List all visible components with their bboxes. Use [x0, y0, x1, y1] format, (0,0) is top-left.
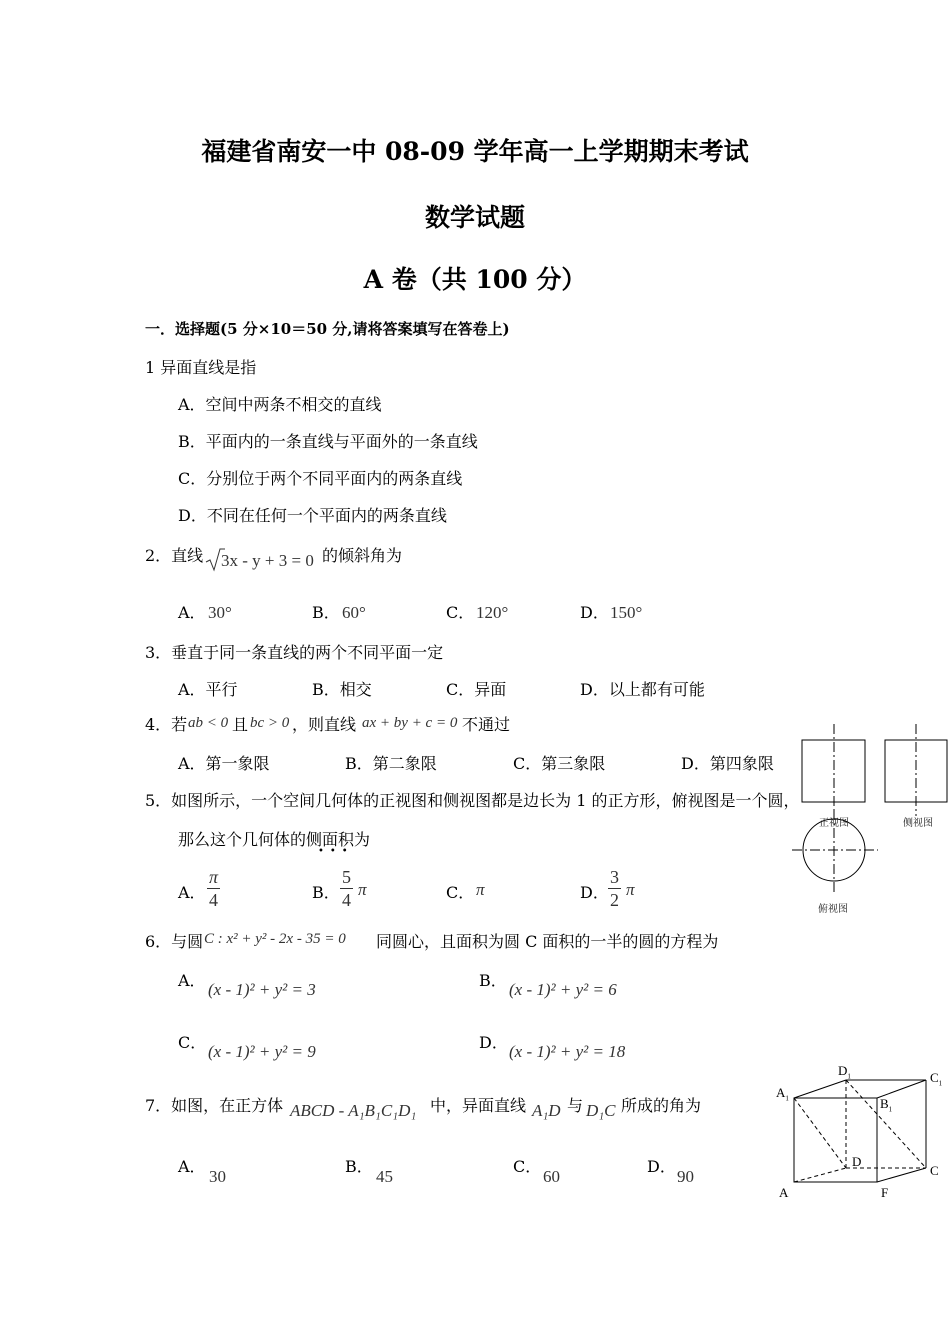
q5-option-a: [207, 866, 220, 911]
top-view-label: 俯视图: [818, 904, 848, 915]
q5-d-denominator: 2: [610, 890, 619, 910]
q1-stem: 1 异面直线是指: [145, 358, 257, 377]
q7-option-c: 60: [543, 1167, 560, 1186]
q7-option-d: 90: [677, 1167, 694, 1186]
q4-condition-1: ab < 0: [188, 715, 229, 731]
q6-prefix: 6．与圆: [145, 932, 204, 951]
q6-option-a-label: A．: [178, 971, 206, 990]
q5-b-numerator: 5: [342, 867, 351, 887]
q2-option-b: 60°: [342, 603, 366, 622]
q4-condition-2: bc > 0: [250, 715, 290, 731]
q7-option-c-label: C．: [513, 1157, 542, 1176]
q5-option-d-label: D．: [580, 883, 609, 902]
q5-option-c: π: [476, 880, 485, 899]
q4-and: 且: [232, 715, 249, 734]
vertex-b1-letter: B: [880, 1096, 889, 1111]
q4-suffix: 不通过: [462, 715, 511, 734]
vertex-c1-label: [930, 1070, 942, 1088]
q1-option-b: B．平面内的一条直线与平面外的一条直线: [178, 432, 478, 451]
vertex-d1-label: [838, 1063, 851, 1081]
vertex-b1-label: [880, 1096, 892, 1114]
side-view-label: 侧视图: [903, 818, 933, 829]
q4-option-b: B．第二象限: [345, 754, 437, 773]
q5-b-denominator: 4: [342, 890, 351, 910]
vertex-a-label: A: [779, 1185, 789, 1200]
q5-d-numerator: 3: [610, 867, 619, 887]
vertex-b-label: F: [881, 1185, 889, 1200]
q7-and: 与: [567, 1096, 584, 1115]
q3-stem: 3．垂直于同一条直线的两个不同平面一定: [145, 643, 444, 662]
q6-option-a: (x - 1)² + y² = 3: [208, 980, 316, 999]
q2-option-d: 150°: [610, 603, 643, 622]
front-view-label: 正视图: [819, 818, 849, 829]
q4-line-text: ，则直线: [292, 715, 357, 734]
q7-option-a: 30: [209, 1167, 226, 1186]
vertex-a1-letter: A: [776, 1085, 786, 1100]
q2-option-c: 120°: [476, 603, 509, 622]
q6-option-c-label: C．: [178, 1033, 207, 1052]
q5-option-a-label: A．: [178, 883, 206, 902]
q5-stem-line1: 5．如图所示，一个空间几何体的正视图和侧视图都是边长为 1 的正方形，俯视图是一个圆，: [145, 791, 800, 810]
q2-option-a-label: A．: [178, 603, 206, 622]
q5-option-d-pi: π: [626, 880, 635, 899]
vertex-a1-label: [776, 1085, 789, 1103]
q7-suffix: 所成的角为: [621, 1096, 702, 1115]
q3-option-b: B．相交: [312, 680, 372, 699]
emphasis-dots: •••: [318, 846, 354, 857]
q7-mid: 中，异面直线: [430, 1096, 527, 1115]
q7-line-2: D₁C: [586, 1101, 616, 1120]
q3-option-a: A．平行: [178, 680, 238, 699]
section-a-title: A 卷（共 100 分）: [363, 265, 587, 294]
q7-option-d-label: D．: [647, 1157, 676, 1176]
q7-cube-name: ABCD - A₁B₁C₁D₁: [290, 1101, 417, 1120]
q2-option-c-label: C．: [446, 603, 475, 622]
vertex-d-label: D: [852, 1154, 862, 1169]
q5-option-b-fraction: [340, 866, 353, 911]
q5-option-c-label: C．: [446, 883, 475, 902]
q4-option-d: D．第四象限: [681, 754, 774, 773]
q5-a-denominator: 4: [209, 890, 219, 910]
q1-option-c: C．分别位于两个不同平面内的两条直线: [178, 469, 463, 488]
q3-option-d: D．以上都有可能: [580, 680, 705, 699]
q3-option-c: C．异面: [446, 680, 507, 699]
vertex-d1-letter: D: [838, 1063, 848, 1078]
q2-option-d-label: D．: [580, 603, 609, 622]
q7-line-1: A₁D: [532, 1101, 561, 1120]
q5-option-b-label: B．: [312, 883, 340, 902]
vertex-c-label: C: [930, 1163, 939, 1178]
q6-option-d: (x - 1)² + y² = 18: [509, 1042, 626, 1061]
q6-circle-equation: C : x² + y² - 2x - 35 = 0: [204, 931, 346, 947]
q7-option-b: 45: [376, 1167, 393, 1186]
q7-option-a-label: A．: [178, 1157, 206, 1176]
q2-equation-text: 3x - y + 3 = 0: [221, 551, 314, 570]
q2-option-a: 30°: [208, 603, 232, 622]
vertex-a1-subscript: 1: [785, 1094, 789, 1103]
cube-figure: [770, 1060, 950, 1205]
q7-option-b-label: B．: [345, 1157, 373, 1176]
q4-prefix: 4．若: [145, 715, 188, 734]
q4-option-c: C．第三象限: [513, 754, 606, 773]
section-heading: 一．选择题(5 分×10＝50 分,请将答案填写在答卷上): [145, 320, 510, 338]
q1-option-a: A．空间中两条不相交的直线: [178, 395, 382, 414]
q2-option-b-label: B．: [312, 603, 340, 622]
q7-prefix: 7．如图，在正方体: [145, 1096, 284, 1115]
vertex-c1-subscript: 1: [938, 1079, 943, 1088]
vertex-d1-subscript: 1: [847, 1072, 851, 1081]
q2-suffix: 的倾斜角为: [322, 546, 403, 565]
q1-option-d: D．不同在任何一个平面内的两条直线: [178, 506, 447, 525]
q5-a-numerator: π: [209, 867, 219, 887]
q6-option-b: (x - 1)² + y² = 6: [509, 980, 617, 999]
vertex-b1-subscript: 1: [888, 1105, 893, 1114]
q6-option-d-label: D．: [479, 1033, 508, 1052]
document-title: 福建省南安一中 08-09 学年高一上学期期末考试: [201, 137, 749, 166]
q4-equation: ax + by + c = 0: [362, 715, 458, 731]
q6-option-b-label: B．: [479, 971, 507, 990]
q5-stem-line2: 那么这个几何体的侧面积为: [178, 830, 371, 849]
q5-option-d-fraction: [608, 866, 621, 911]
q2-prefix: 2．直线: [145, 546, 204, 565]
q6-suffix: 同圆心，且面积为圆 C 面积的一半的圆的方程为: [376, 932, 719, 951]
q4-option-a: A．第一象限: [178, 754, 270, 773]
document-subtitle: 数学试题: [424, 203, 525, 232]
vertex-c1-letter: C: [930, 1070, 939, 1085]
q5-option-b-pi: π: [358, 880, 367, 899]
q6-option-c: (x - 1)² + y² = 9: [208, 1042, 316, 1061]
